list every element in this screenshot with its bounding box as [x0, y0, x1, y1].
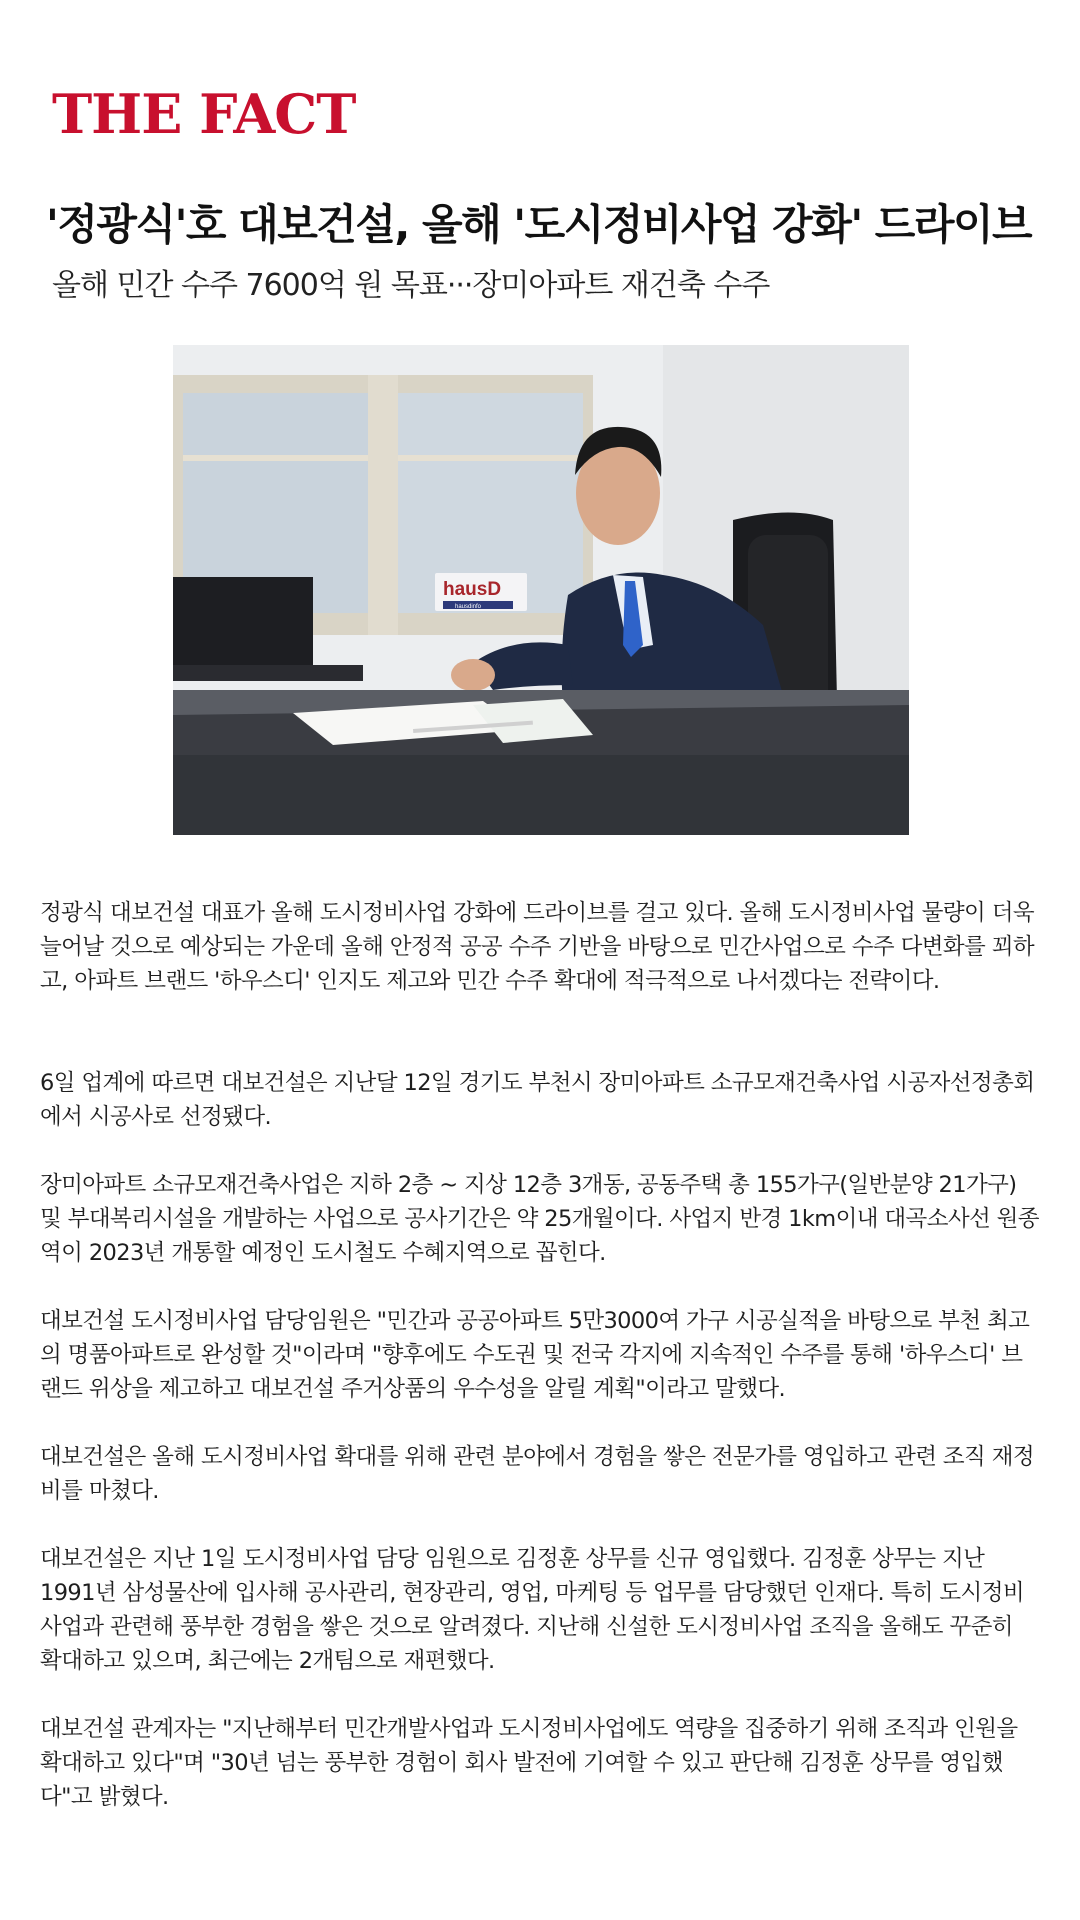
article-paragraph-7: 대보건설 관계자는 "지난해부터 민간개발사업과 도시정비사업에도 역량을 집중하기 위해 조직과 인원을 확대하고 있다"며 "30년 넘는 풍부한 경험이 회사 발전에 기여할 수 있고 판단해 김정훈 상무를 영입했다"고 밝혔다. [40, 1716, 1018, 1810]
site-logo[interactable]: THE FACT [52, 82, 356, 146]
hausd-sign-subtext: hausdinfo [455, 604, 482, 610]
hausd-sign-text: hausD [443, 579, 502, 600]
article-paragraph-2: 6일 업계에 따르면 대보건설은 지난달 12일 경기도 부천시 장미아파트 소규모재건축사업 시공자선정총회에서 시공사로 선정됐다. [40, 1070, 1035, 1130]
article-paragraph-4: 대보건설 도시정비사업 담당임원은 "민간과 공공아파트 5만3000여 가구 시공실적을 바탕으로 부천 최고의 명품아파트로 완성할 것"이라며 "향후에도 수도권 및 전국 각지에 지속적인 수주를 통해 '하우스디' 브랜드 위상을 제고하고 대보건설 주거상품의 우수성을 알릴 계획"이라고 말했다. [40, 1308, 1030, 1402]
article-paragraph-3: 장미아파트 소규모재건축사업은 지하 2층 ~ 지상 12층 3개동, 공동주택 총 155가구(일반분양 21가구) 및 부대복리시설을 개발하는 사업으로 공사기간은 약 25개월이다. 사업지 반경 1km이내 대곡소사선 원종역이 2023년 개통할 예정인 도시철도 수혜지역으로 꼽힌다. [40, 1172, 1039, 1266]
article-subheadline: 올해 민간 수주 7600억 원 목표···장미아파트 재건축 수주 [52, 268, 770, 303]
article-paragraph-5: 대보건설은 올해 도시정비사업 확대를 위해 관련 분야에서 경험을 쌓은 전문가를 영입하고 관련 조직 재정비를 마쳤다. [40, 1444, 1034, 1504]
article-headline: '정광식'호 대보건설, 올해 '도시정비사업 강화' 드라이브 [46, 200, 1032, 249]
article-photo [173, 345, 909, 835]
article-paragraph-6: 대보건설은 지난 1일 도시정비사업 담당 임원으로 김정훈 상무를 신규 영입했다. 김정훈 상무는 지난 1991년 삼성물산에 입사해 공사관리, 현장관리, 영업, 마케팅 등 업무를 담당했던 인재다. 특히 도시정비사업과 관련해 풍부한 경험을 쌓은 것으로 알려졌다. 지난해 신설한 도시정비사업 조직을 올해도 꾸준히 확대하고 있으며, 최근에는 2개팀으로 재편했다. [40, 1546, 1024, 1674]
article-body [40, 896, 1040, 1848]
article-paragraph-1: 정광식 대보건설 대표가 올해 도시정비사업 강화에 드라이브를 걸고 있다. 올해 도시정비사업 물량이 더욱 늘어날 것으로 예상되는 가운데 올해 안정적 공공 수주 기반을 바탕으로 민간사업으로 수주 다변화를 꾀하고, 아파트 브랜드 '하우스디' 인지도 제고와 민간 수주 확대에 적극적으로 나서겠다는 전략이다. [40, 900, 1034, 994]
